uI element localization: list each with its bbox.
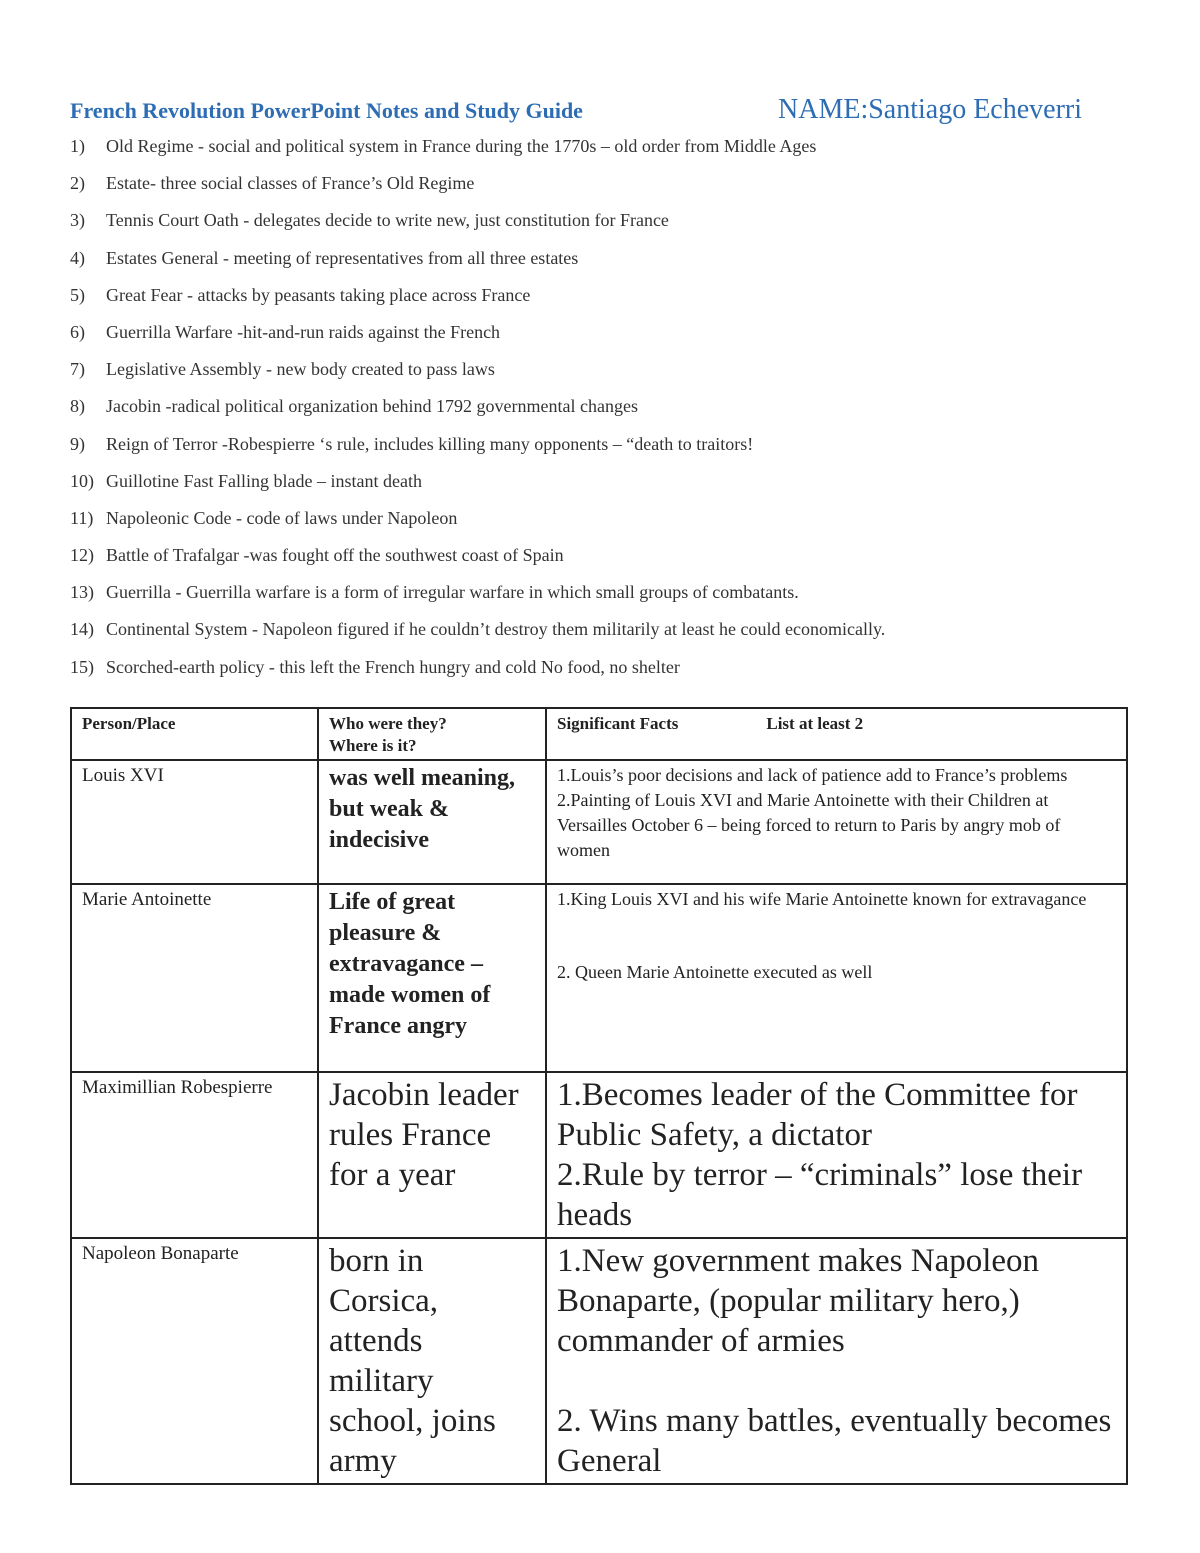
list-item: 5) Great Fear - attacks by peasants taking place across France bbox=[70, 284, 531, 305]
person-cell: Napoleon Bonaparte bbox=[71, 1238, 318, 1484]
person-cell: Louis XVI bbox=[71, 760, 318, 884]
list-item: 7) Legislative Assembly - new body created to pass laws bbox=[70, 359, 495, 380]
table-row bbox=[71, 1072, 1127, 1238]
list-item: 4) Estates General - meeting of representatives from all three estates bbox=[70, 247, 579, 268]
facts-cell: 1.Louis’s poor decisions and lack of patience add to France’s problems 2.Painting of Louis XVI and Marie Antoinette with their Children at Versailles October 6 – being forced to return to Paris by angry mob of women bbox=[546, 760, 1127, 884]
facts-cell: 1.Becomes leader of the Committee for Public Safety, a dictator 2.Rule by terror – “criminals” lose their heads bbox=[546, 1072, 1127, 1238]
table-row bbox=[71, 884, 1127, 1072]
who-cell: born in Corsica, attends military school, joins army bbox=[318, 1238, 546, 1484]
facts-cell: 1.King Louis XVI and his wife Marie Antoinette known for extravagance 2. Queen Marie Antoinette executed as well bbox=[546, 884, 1127, 1072]
list-item: 1) Old Regime - social and political system in France during the 1770s – old order from Middle Ages bbox=[70, 136, 817, 156]
table-header-row bbox=[71, 708, 1127, 760]
vocabulary-list bbox=[70, 132, 1150, 690]
list-item: 9) Reign of Terror -Robespierre ‘s rule, includes killing many opponents – “death to traitors! bbox=[70, 433, 754, 454]
list-item: 11) Napoleonic Code - code of laws under Napoleon bbox=[70, 507, 458, 528]
person-cell: Marie Antoinette bbox=[71, 884, 318, 1072]
list-item: 14) Continental System - Napoleon figured if he couldn’t destroy them militarily at least he could economically. bbox=[70, 619, 886, 640]
who-cell: Jacobin leader rules France for a year bbox=[318, 1072, 546, 1238]
who-cell: Life of great pleasure & extravagance – made women of France angry bbox=[318, 884, 546, 1072]
study-table bbox=[70, 707, 1128, 1485]
who-cell: was well meaning, but weak & indecisive bbox=[318, 760, 546, 884]
table-row bbox=[71, 1238, 1127, 1484]
header-who: Who were they? Where is it? bbox=[318, 708, 546, 760]
list-item: 10) Guillotine Fast Falling blade – instant death bbox=[70, 470, 422, 491]
table-row bbox=[71, 760, 1127, 884]
list-item: 12) Battle of Trafalgar -was fought off the southwest coast of Spain bbox=[70, 545, 564, 566]
list-item: 6) Guerrilla Warfare -hit-and-run raids against the French bbox=[70, 321, 501, 342]
list-item: 2) Estate- three social classes of France’s Old Regime bbox=[70, 173, 475, 194]
document-title: French Revolution PowerPoint Notes and Study Guide bbox=[70, 98, 583, 123]
student-name: NAME:Santiago Echeverri bbox=[778, 94, 1083, 125]
list-item: 3) Tennis Court Oath - delegates decide to write new, just constitution for France bbox=[70, 210, 669, 231]
list-item: 13) Guerrilla - Guerrilla warfare is a form of irregular warfare in which small groups of combatants. bbox=[70, 582, 799, 603]
list-item: 8) Jacobin -radical political organization behind 1792 governmental changes bbox=[70, 396, 638, 417]
person-cell: Maximillian Robespierre bbox=[71, 1072, 318, 1238]
list-item: 15) Scorched-earth policy - this left the French hungry and cold No food, no shelter bbox=[70, 656, 680, 677]
header-facts: Significant Facts List at least 2 bbox=[546, 708, 1127, 760]
header-person: Person/Place bbox=[71, 708, 318, 760]
facts-cell: 1.New government makes Napoleon Bonaparte, (popular military hero,) commander of armies 2. Wins many battles, eventually becomes General bbox=[546, 1238, 1127, 1484]
